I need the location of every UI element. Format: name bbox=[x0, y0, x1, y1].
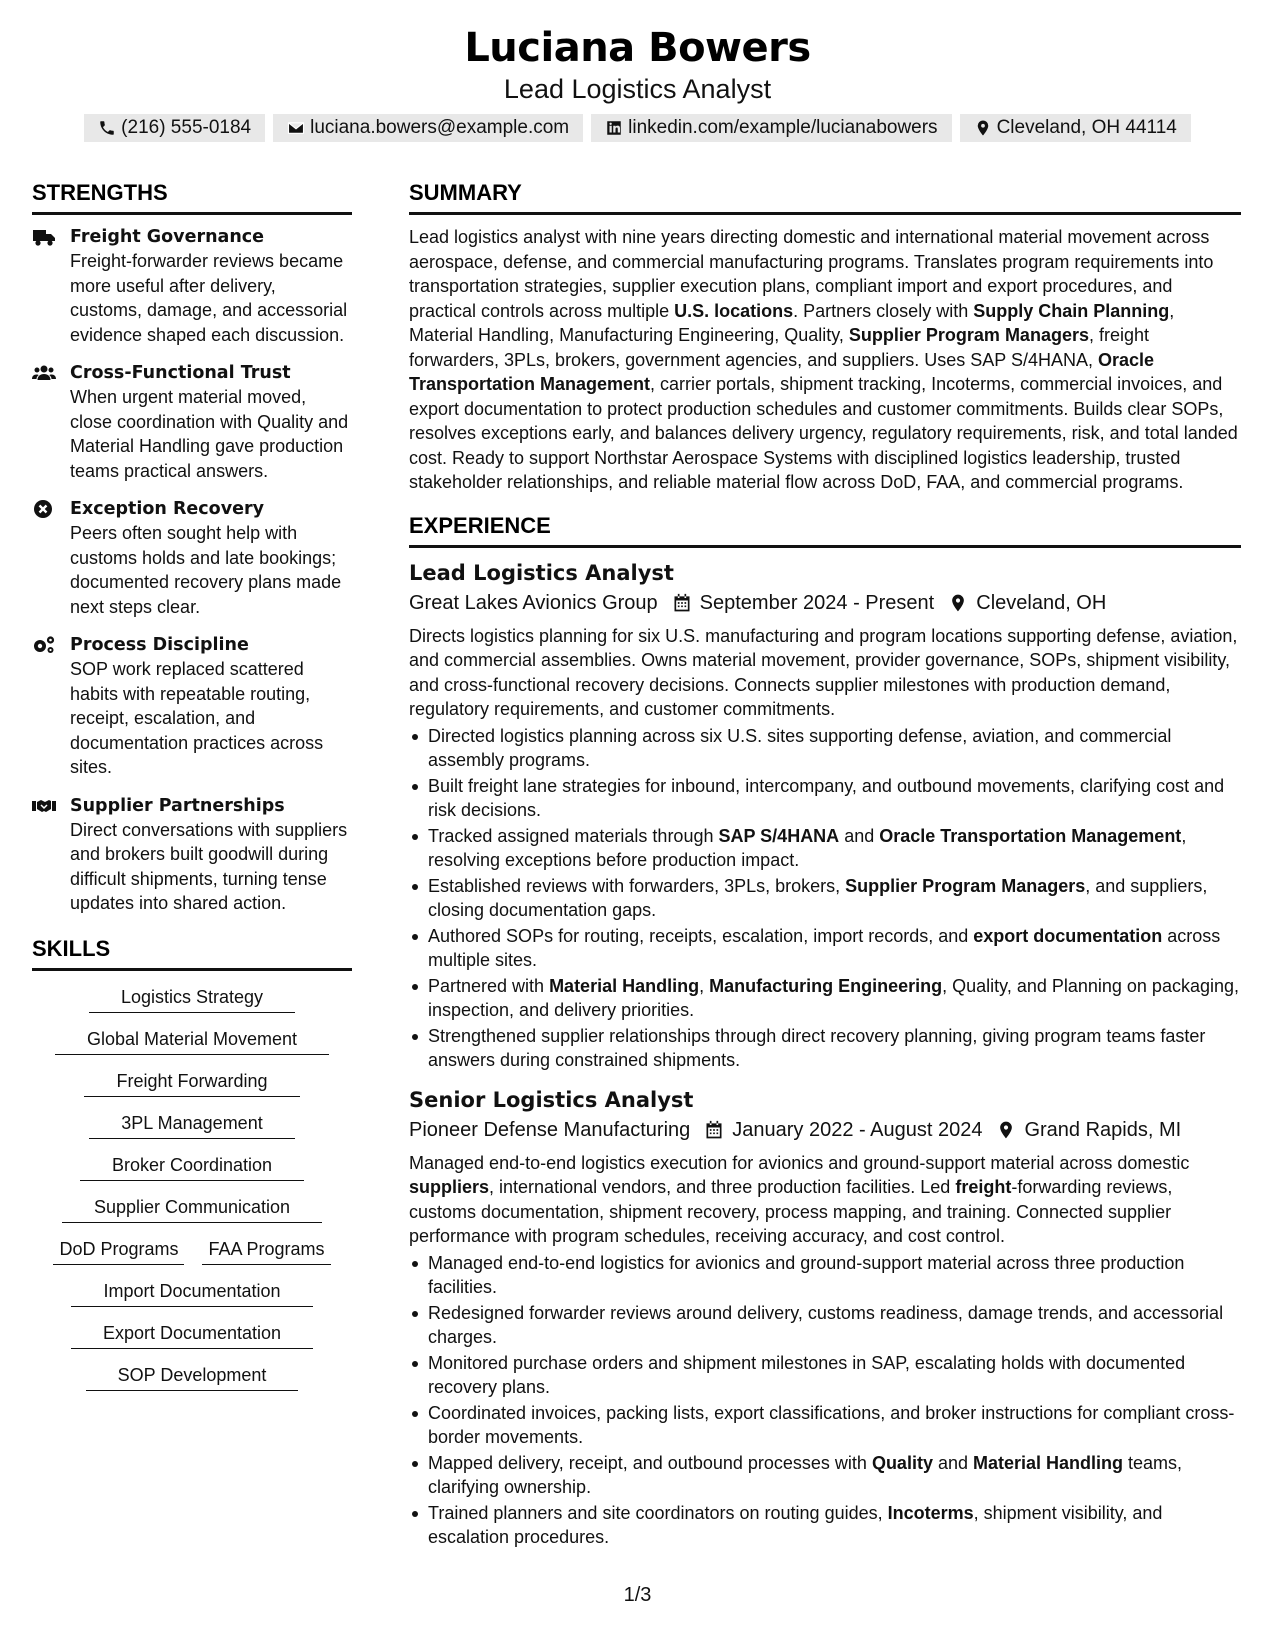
handshake-icon bbox=[32, 796, 56, 816]
strength-text: SOP work replaced scattered habits with repeatable routing, receipt, escalation, and documentation practices across sites. bbox=[70, 659, 324, 777]
location-text: Cleveland, OH 44114 bbox=[996, 117, 1177, 138]
job-dates: September 2024 - Present bbox=[699, 591, 935, 614]
job-meta bbox=[409, 588, 1241, 618]
strength-title: Freight Governance bbox=[70, 227, 265, 247]
strength-text: Direct conversations with suppliers and brokers built goodwill during difficult shipments, turning tense updates into shared action. bbox=[70, 819, 348, 913]
candidate-title: Lead Logistics Analyst bbox=[503, 74, 772, 104]
contact-phone[interactable] bbox=[84, 114, 265, 142]
job-bullets bbox=[409, 724, 1241, 1073]
contact-linkedin[interactable] bbox=[591, 114, 951, 142]
page-number: 1/3 bbox=[623, 1584, 652, 1606]
skill-tag: Broker Coordination bbox=[80, 1153, 304, 1181]
bullet-item: Partnered with Material Handling, Manufacturing Engineering, Quality, and Planning on packaging, inspection, and delivery priorities. bbox=[409, 974, 1241, 1023]
strength-item bbox=[32, 497, 352, 619]
phone-icon bbox=[98, 119, 116, 137]
job-location: Cleveland, OH bbox=[976, 591, 1107, 614]
strength-text: When urgent material moved, close coordination with Quality and Material Handling gave production teams practical answers. bbox=[70, 387, 349, 481]
job-dates: January 2022 - August 2024 bbox=[732, 1118, 983, 1141]
candidate-name: Luciana Bowers bbox=[464, 25, 811, 71]
right-column bbox=[409, 178, 1241, 1562]
users-icon bbox=[32, 363, 56, 383]
bullet-item: Tracked assigned materials through SAP S/4HANA and Oracle Transportation Management, resolving exceptions before production impact. bbox=[409, 824, 1241, 873]
calendar-icon bbox=[704, 1120, 724, 1140]
strength-item bbox=[32, 633, 352, 780]
x-circle-icon bbox=[32, 499, 56, 519]
bullet-item: Established reviews with forwarders, 3PLs, brokers, Supplier Program Managers, and suppliers, closing documentation gaps. bbox=[409, 874, 1241, 923]
truck-icon bbox=[32, 227, 56, 247]
skill-tag: Logistics Strategy bbox=[89, 985, 295, 1013]
job-entry bbox=[409, 1085, 1241, 1550]
contact-location bbox=[960, 114, 1191, 142]
summary-paragraph: Lead logistics analyst with nine years directing domestic and international material movement across aerospace, defense, and commercial manufacturing programs. Translates program requirements into transportation strategies, supplier execution plans, compliant import and export procedures, and practical controls across multiple U.S. locations. Partners closely with Supply Chain Planning, Material Handling, Manufacturing Engineering, Quality, Supplier Program Managers, freight forwarders, 3PLs, brokers, government agencies, and suppliers. Uses SAP S/4HANA, Oracle Transportation Management, carrier portals, shipment tracking, Incoterms, commercial invoices, and export documentation to protect production schedules and customer commitments. Builds clear SOPs, resolves exceptions early, and balances delivery urgency, regulatory requirements, risk, and total landed cost. Ready to support Northstar Aerospace Systems with disciplined logistics leadership, trusted stakeholder relationships, and reliable material flow across DoD, FAA, and commercial programs. bbox=[409, 227, 1238, 492]
strength-title: Exception Recovery bbox=[70, 499, 265, 519]
job-location: Grand Rapids, MI bbox=[1024, 1118, 1182, 1141]
skills-list bbox=[32, 985, 352, 1391]
summary-heading: SUMMARY bbox=[409, 178, 1241, 215]
strengths-heading: STRENGTHS bbox=[32, 178, 352, 215]
bullet-item: Mapped delivery, receipt, and outbound processes with Quality and Material Handling teams, clarifying ownership. bbox=[409, 1451, 1241, 1500]
skill-tag: FAA Programs bbox=[202, 1237, 330, 1265]
skill-tag: Freight Forwarding bbox=[84, 1069, 299, 1097]
skill-tag: 3PL Management bbox=[89, 1111, 294, 1139]
skill-tag: SOP Development bbox=[86, 1363, 299, 1391]
skill-tag: DoD Programs bbox=[53, 1237, 184, 1265]
map-pin-icon bbox=[996, 1120, 1016, 1140]
map-pin-icon bbox=[948, 593, 968, 613]
strength-title: Supplier Partnerships bbox=[70, 795, 285, 816]
skill-tag: Supplier Communication bbox=[62, 1195, 322, 1223]
resume-header bbox=[0, 22, 1275, 106]
linkedin-icon bbox=[605, 119, 623, 137]
linkedin-text: linkedin.com/example/lucianabowers bbox=[628, 117, 938, 138]
strength-item bbox=[32, 361, 352, 483]
strength-title: Cross-Functional Trust bbox=[70, 363, 291, 383]
strength-item bbox=[32, 225, 352, 347]
gears-icon bbox=[32, 635, 56, 655]
skill-tag: Import Documentation bbox=[71, 1279, 312, 1307]
strength-text: Peers often sought help with customs holds and late bookings; documented recovery plans made next steps clear. bbox=[70, 523, 342, 617]
bullet-item: Coordinated invoices, packing lists, export classifications, and broker instructions for compliant cross-border movements. bbox=[409, 1401, 1241, 1450]
bullet-item: Monitored purchase orders and shipment milestones in SAP, escalating holds with documented recovery plans. bbox=[409, 1351, 1241, 1400]
job-entry bbox=[409, 558, 1241, 1073]
skill-tag: Export Documentation bbox=[71, 1321, 313, 1349]
job-title: Senior Logistics Analyst bbox=[409, 1087, 694, 1112]
bullet-item: Directed logistics planning across six U.S. sites supporting defense, aviation, and commercial assembly programs. bbox=[409, 724, 1241, 773]
job-company: Great Lakes Avionics Group bbox=[409, 591, 658, 614]
job-description: Directs logistics planning for six U.S. manufacturing and program locations supporting defense, aviation, and commercial assemblies. Owns material movement, provider governance, SOPs, shipment visibility, and cross-functional recovery decisions. Connects supplier milestones with production demand, regulatory requirements, and customer commitments. bbox=[409, 625, 1238, 719]
phone-text: (216) 555-0184 bbox=[121, 117, 252, 138]
bullet-item: Redesigned forwarder reviews around delivery, customs readiness, damage trends, and accessorial charges. bbox=[409, 1301, 1241, 1350]
strength-item bbox=[32, 794, 352, 916]
email-text: luciana.bowers@example.com bbox=[310, 117, 570, 138]
bullet-item: Strengthened supplier relationships through direct recovery planning, giving program teams faster answers during constrained shipments. bbox=[409, 1024, 1241, 1073]
strength-text: Freight-forwarder reviews became more useful after delivery, customs, damage, and accessorial evidence shaped each discussion. bbox=[70, 251, 348, 345]
job-meta bbox=[409, 1115, 1241, 1145]
job-company: Pioneer Defense Manufacturing bbox=[409, 1118, 691, 1141]
job-bullets bbox=[409, 1251, 1241, 1550]
bullet-item: Managed end-to-end logistics for avionics and ground-support material across three production facilities. bbox=[409, 1251, 1241, 1300]
map-pin-icon bbox=[974, 119, 992, 137]
contact-bar bbox=[0, 114, 1275, 142]
skills-heading: SKILLS bbox=[32, 934, 352, 971]
strength-title: Process Discipline bbox=[70, 635, 249, 655]
calendar-icon bbox=[672, 593, 692, 613]
envelope-icon bbox=[287, 119, 305, 137]
bullet-item: Authored SOPs for routing, receipts, escalation, import records, and export documentation across multiple sites. bbox=[409, 924, 1241, 973]
skill-tag: Global Material Movement bbox=[55, 1027, 329, 1055]
job-title: Lead Logistics Analyst bbox=[409, 560, 674, 585]
contact-email[interactable] bbox=[273, 114, 583, 142]
job-description: Managed end-to-end logistics execution for avionics and ground-support material across domestic suppliers, international vendors, and three production facilities. Led freight-forwarding reviews, customs documentation, shipment recovery, process mapping, and training. Connected supplier performance with program schedules, receiving accuracy, and cost control. bbox=[409, 1152, 1190, 1246]
left-column bbox=[32, 178, 352, 1391]
bullet-item: Built freight lane strategies for inbound, intercompany, and outbound movements, clarifying cost and risk decisions. bbox=[409, 774, 1241, 823]
bullet-item: Trained planners and site coordinators on routing guides, Incoterms, shipment visibility, and escalation procedures. bbox=[409, 1501, 1241, 1550]
experience-heading: EXPERIENCE bbox=[409, 511, 1241, 548]
